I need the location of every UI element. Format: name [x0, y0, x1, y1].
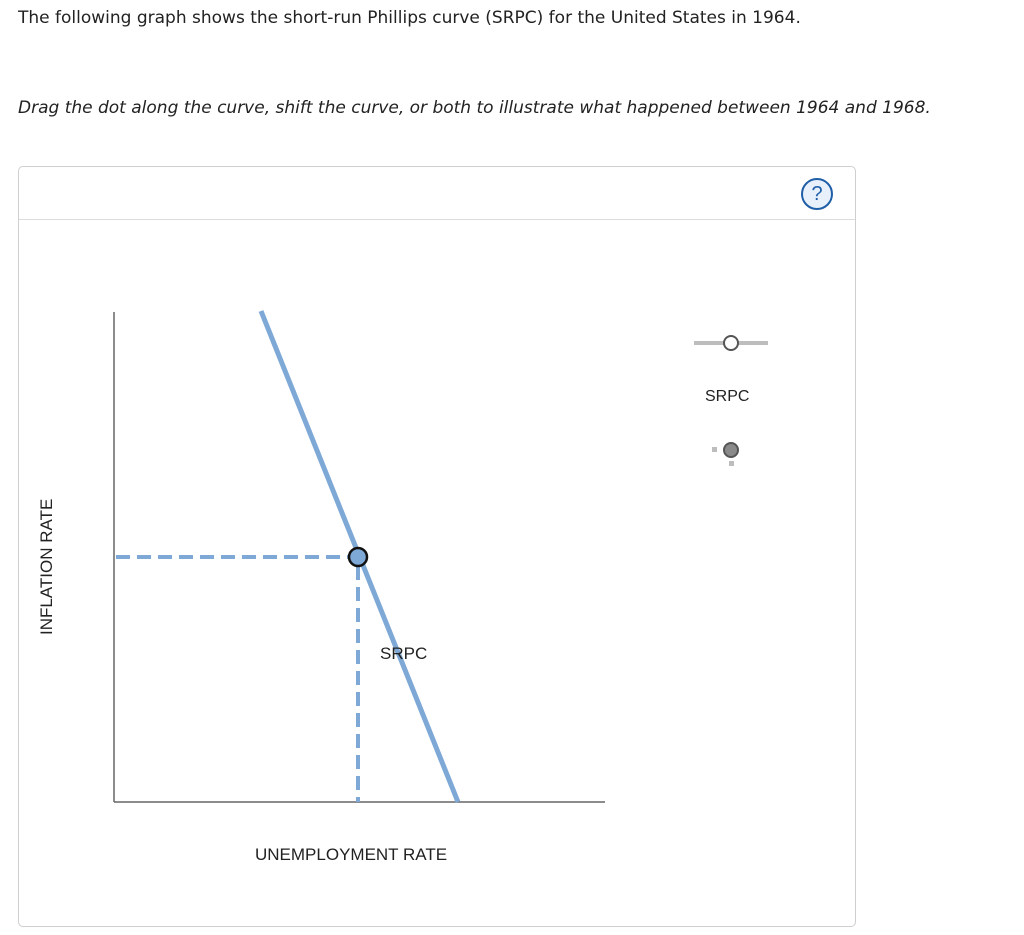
point-tool-icon	[712, 447, 717, 452]
legend-srpc-label: SRPC	[705, 388, 750, 405]
question-prompt: The following graph shows the short-run Phillips curve (SRPC) for the United States in 1964.	[18, 8, 801, 28]
legend-srpc-tool[interactable]	[694, 336, 768, 350]
srpc-point[interactable]	[349, 548, 367, 566]
y-axis-label: INFLATION RATE	[37, 498, 56, 635]
question-instruction: Drag the dot along the curve, shift the curve, or both to illustrate what happened between 1964 and 1968.	[18, 98, 931, 118]
x-axis-label: UNEMPLOYMENT RATE	[255, 845, 448, 864]
help-button[interactable]: ?	[801, 178, 833, 210]
legend-point-tool[interactable]	[712, 443, 738, 466]
srpc-curve-label: SRPC	[380, 644, 428, 663]
